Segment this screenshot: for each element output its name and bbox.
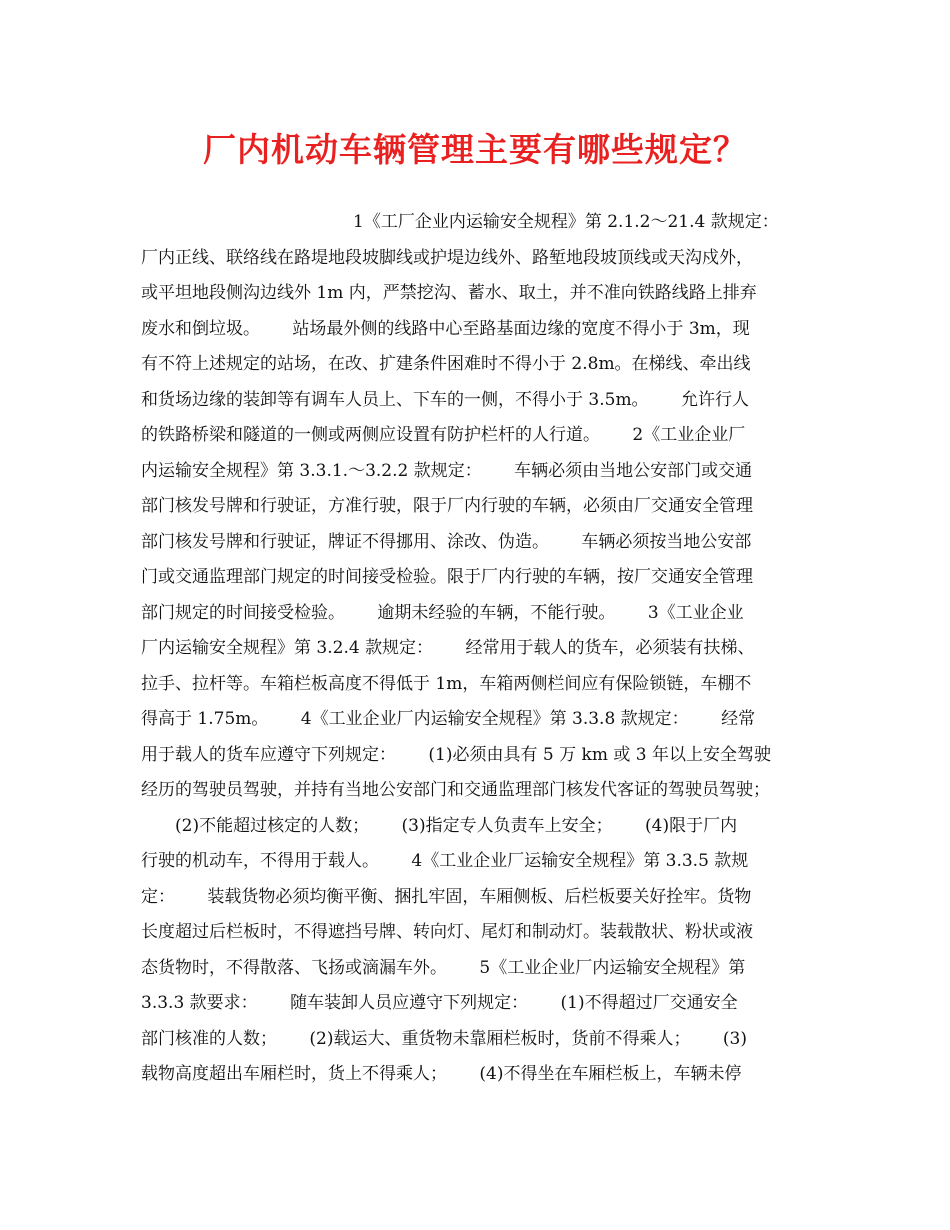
paragraph-line: 部门核发号牌和行驶证，牌证不得挪用、涂改、伪造。 车辆必须按当地公安部 — [141, 531, 752, 552]
paragraph-line: 或平坦地段侧沟边线外 1m 内，严禁挖沟、蓄水、取土，并不准向铁路线路上排弃 — [141, 283, 757, 303]
paragraph-line: 1《工厂企业内运输安全规程》第 2.1.2～21.4 款规定： — [353, 212, 779, 232]
document-title: 厂内机动车辆管理主要有哪些规定？ — [203, 130, 747, 169]
paragraph-line: 门或交通监理部门规定的时间接受检验。限于厂内行驶的车辆，按厂交通安全管理 — [141, 567, 753, 587]
paragraph-line: 废水和倒垃圾。 站场最外侧的线路中心至路基面边缘的宽度不得小于 3m，现 — [141, 318, 750, 339]
paragraph-line: 态货物时，不得散落、飞扬或滴漏车外。 5《工业企业厂内运输安全规程》第 — [141, 957, 746, 978]
paragraph-line: 载物高度超出车厢栏时，货上不得乘人； (4)不得坐在车厢栏板上，车辆未停 — [141, 1064, 742, 1084]
paragraph-line: 和货场边缘的装卸等有调车人员上、下车的一侧，不得小于 3.5m。 允许行人 — [141, 389, 749, 410]
document-body — [141, 205, 813, 1093]
paragraph-line: 得高于 1.75m。 4《工业企业厂内运输安全规程》第 3.3.8 款规定： 经常 — [141, 709, 756, 729]
paragraph-line: 用于载人的货车应遵守下列规定： (1)必须由具有 5 万 km 或 3 年以上安全驾驶 — [141, 744, 771, 765]
paragraph-line: 部门核准的人数； (2)载运大、重货物未靠厢栏板时，货前不得乘人； (3) — [141, 1028, 748, 1049]
paragraph-line: 有不符上述规定的站场，在改、扩建条件困难时不得小于 2.8m。在梯线、牵出线 — [141, 354, 751, 374]
paragraph-line: 部门规定的时间接受检验。 逾期未经验的车辆，不能行驶。 3《工业企业 — [141, 602, 744, 623]
paragraph-line: 的铁路桥梁和隧道的一侧或两侧应设置有防护栏杆的人行道。 2《工业企业厂 — [141, 425, 746, 445]
paragraph-line: 部门核发号牌和行驶证，方准行驶，限于厂内行驶的车辆，必须由厂交通安全管理 — [141, 496, 753, 516]
paragraph-line: 经历的驾驶员驾驶，并持有当地公安部门和交通监理部门核发代客证的驾驶员驾驶； — [141, 780, 770, 800]
paragraph-line: 行驶的机动车，不得用于载人。 4《工业企业厂运输安全规程》第 3.3.5 款规 — [141, 851, 749, 871]
paragraph-line: 内运输安全规程》第 3.3.1.～3.2.2 款规定： 车辆必须由当地公安部门或交通 — [141, 460, 753, 481]
paragraph-line: 厂内运输安全规程》第 3.2.4 款规定： 经常用于载人的货车，必须装有扶梯、 — [141, 638, 755, 658]
paragraph-line: 长度超过后栏板时，不得遮挡号牌、转向灯、尾灯和制动灯。装载散状、粉状或液 — [141, 922, 753, 942]
paragraph-line: 拉手、拉杆等。车箱栏板高度不得低于 1m，车箱两侧栏间应有保险锁链，车棚不 — [141, 673, 752, 694]
paragraph-line: (2)不能超过核定的人数； (3)指定专人负责车上安全； (4)限于厂内 — [175, 815, 738, 836]
paragraph-line: 厂内正线、联络线在路堤地段坡脚线或护堤边线外、路堑地段坡顶线或天沟戍外， — [141, 247, 753, 268]
paragraph-line: 定： 装载货物必须均衡平衡、捆扎牢固，车厢侧板、后栏板要关好拴牢。货物 — [141, 886, 752, 907]
paragraph-line: 3.3.3 款要求： 随车装卸人员应遵守下列规定： (1)不得超过厂交通安全 — [141, 993, 738, 1013]
